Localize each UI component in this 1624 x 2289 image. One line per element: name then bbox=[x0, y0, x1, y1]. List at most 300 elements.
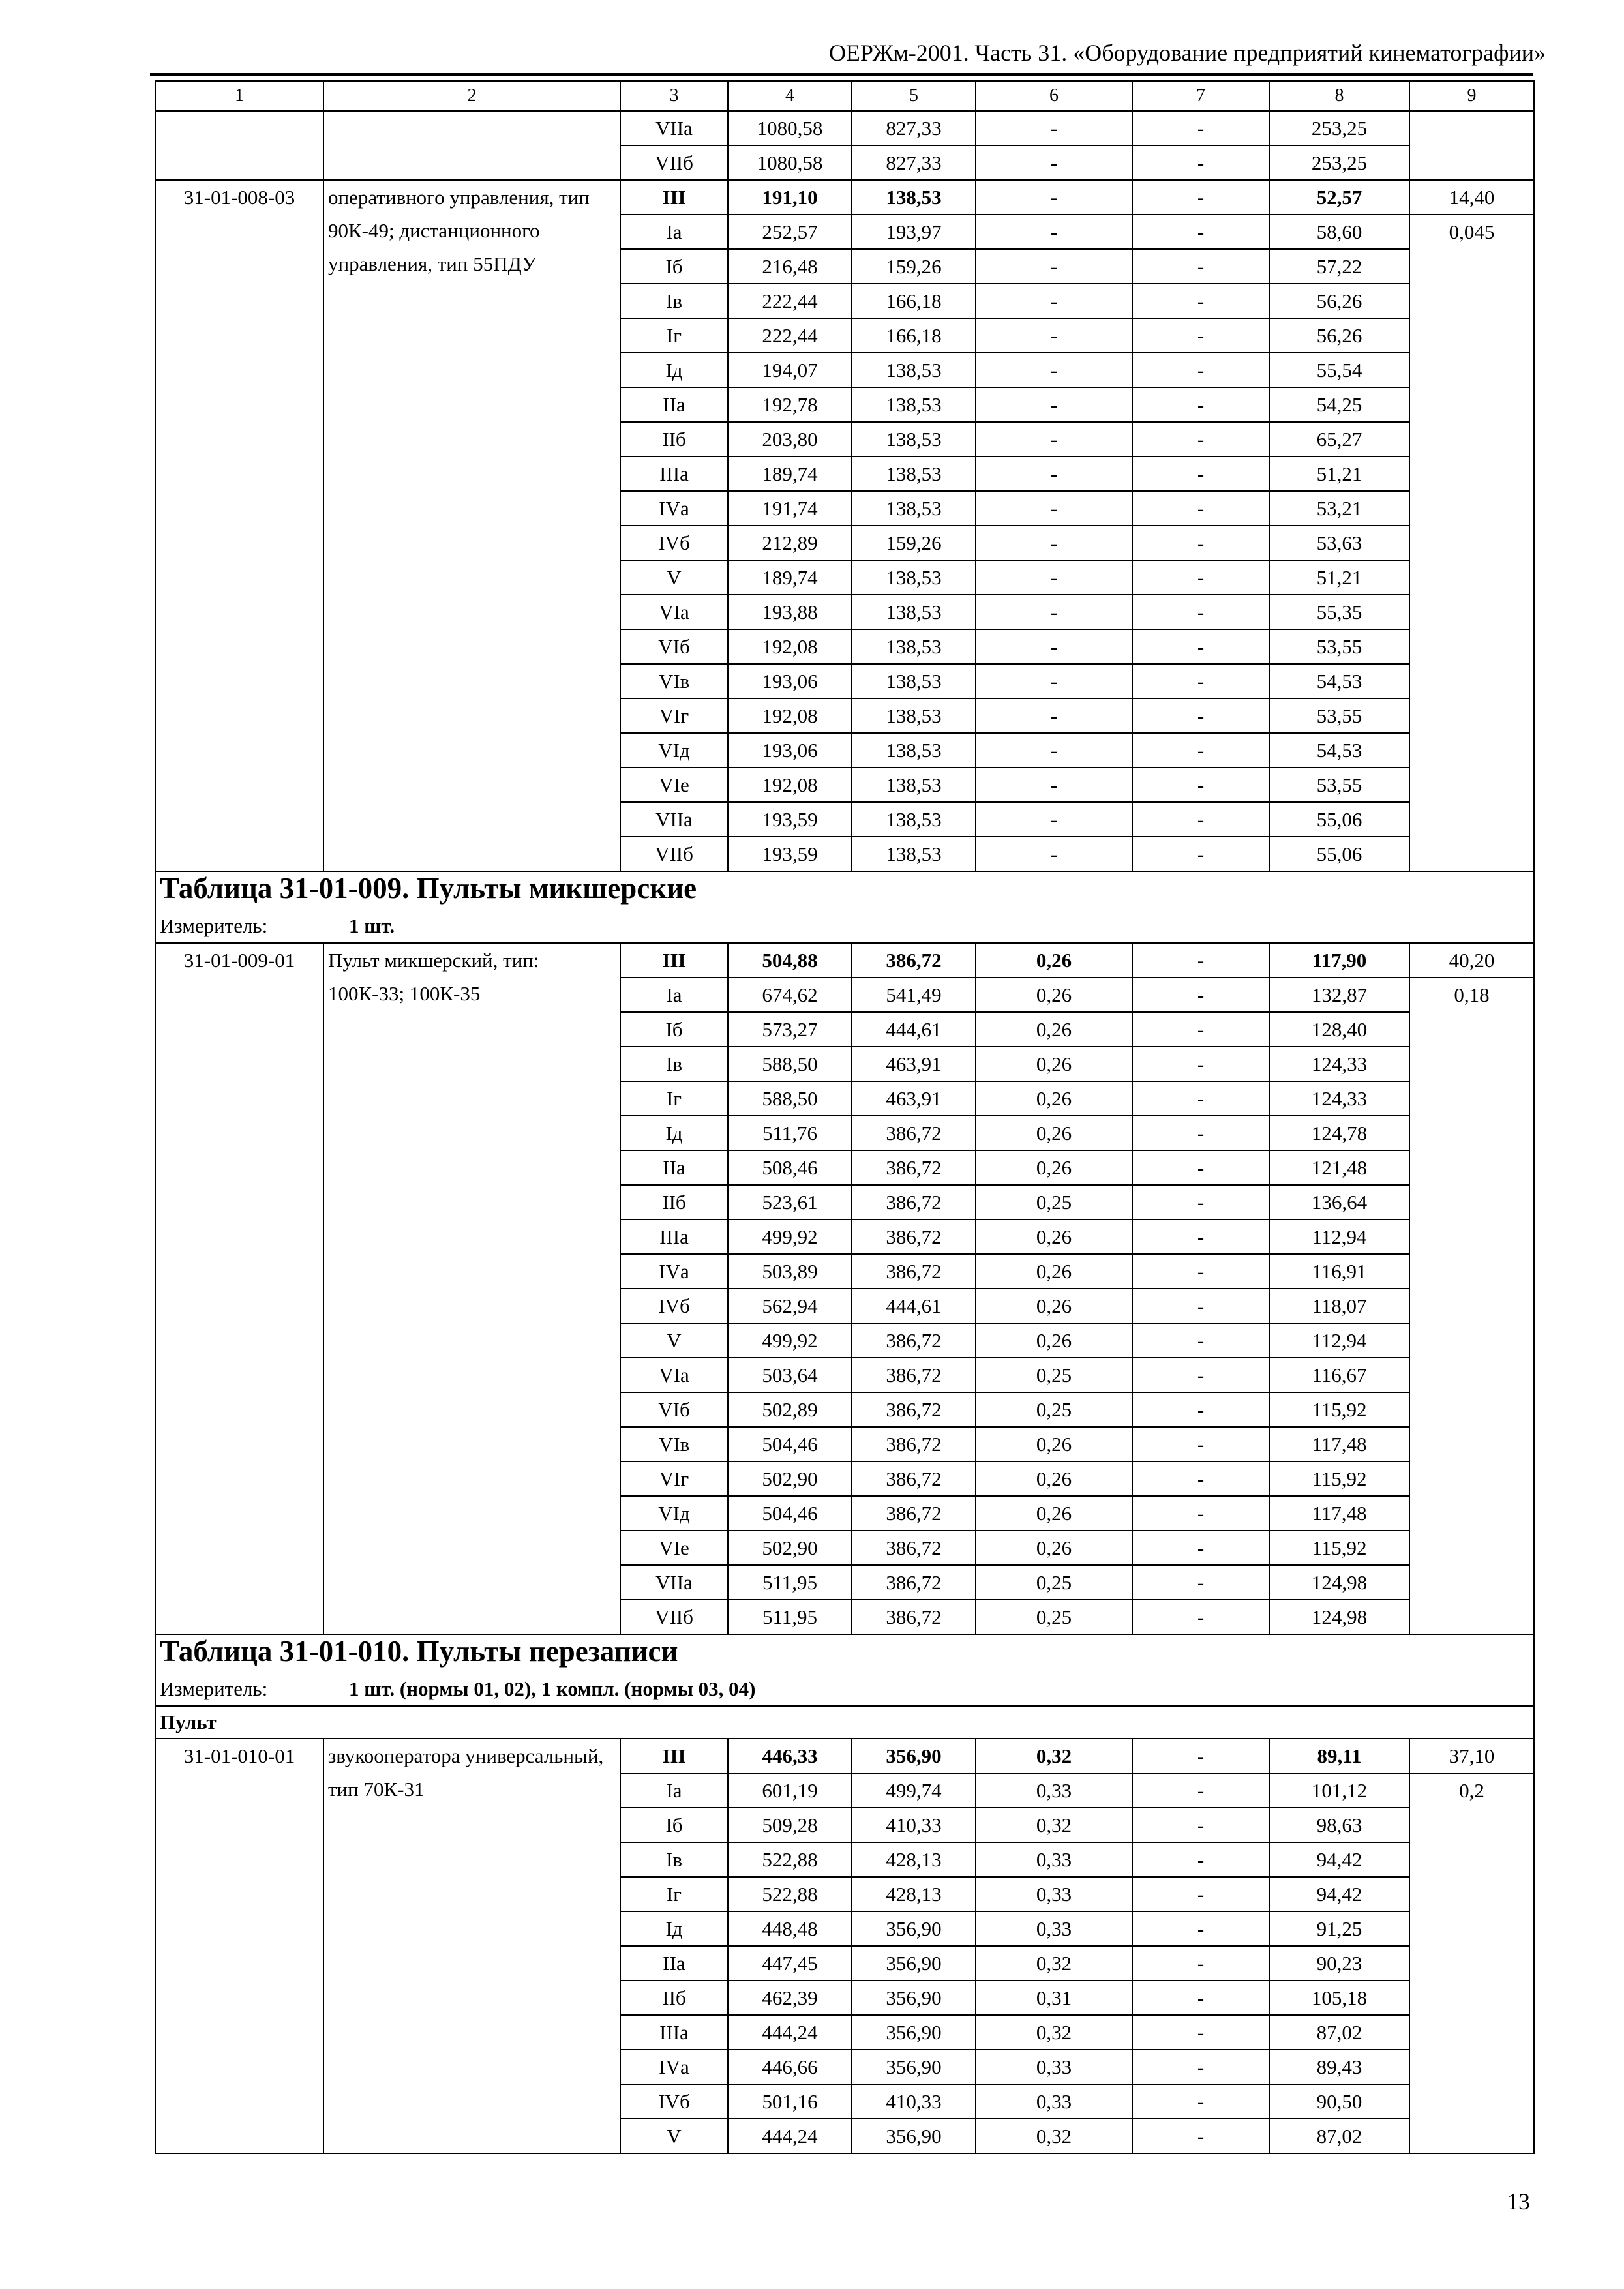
cell: VIа bbox=[620, 1358, 728, 1392]
page-number: 13 bbox=[1507, 2189, 1530, 2215]
table-body bbox=[155, 81, 1534, 2153]
cell: 57,22 bbox=[1269, 249, 1409, 284]
cell: Iа bbox=[620, 978, 728, 1012]
col9-value: 14,40 bbox=[1409, 180, 1534, 215]
cell: 56,26 bbox=[1269, 284, 1409, 318]
cell: 588,50 bbox=[728, 1047, 852, 1081]
header-rule bbox=[150, 73, 1533, 76]
cell: 0,26 bbox=[976, 1254, 1132, 1289]
cell: - bbox=[1132, 2084, 1269, 2119]
cell: - bbox=[1132, 1911, 1269, 1946]
cell: - bbox=[1132, 664, 1269, 698]
cell: 0,25 bbox=[976, 1392, 1132, 1427]
cell: 193,97 bbox=[852, 215, 976, 249]
cell: 386,72 bbox=[852, 1565, 976, 1600]
cell: 386,72 bbox=[852, 1461, 976, 1496]
cell: 601,19 bbox=[728, 1773, 852, 1808]
cell: Iб bbox=[620, 1808, 728, 1842]
cell: IVа bbox=[620, 491, 728, 526]
cell: - bbox=[1132, 802, 1269, 837]
cell: VIIа bbox=[620, 1565, 728, 1600]
cell: 132,87 bbox=[1269, 978, 1409, 1012]
cell: 193,59 bbox=[728, 802, 852, 837]
cell: 54,25 bbox=[1269, 387, 1409, 422]
cell: 89,43 bbox=[1269, 2050, 1409, 2084]
cell: VIIа bbox=[620, 111, 728, 145]
cell: 124,98 bbox=[1269, 1565, 1409, 1600]
cell: 138,53 bbox=[852, 629, 976, 664]
cell: 138,53 bbox=[852, 768, 976, 802]
cell: - bbox=[976, 215, 1132, 249]
cell: - bbox=[976, 595, 1132, 629]
cell: Iв bbox=[620, 1047, 728, 1081]
unit-cell bbox=[155, 1672, 1534, 1706]
cell: 827,33 bbox=[852, 145, 976, 180]
cell: 444,24 bbox=[728, 2015, 852, 2050]
cell: 65,27 bbox=[1269, 422, 1409, 456]
cell: IIа bbox=[620, 1150, 728, 1185]
cell: - bbox=[1132, 215, 1269, 249]
cell: 444,24 bbox=[728, 2119, 852, 2153]
cell: VIIб bbox=[620, 837, 728, 871]
cell: - bbox=[976, 768, 1132, 802]
cell: 523,61 bbox=[728, 1185, 852, 1219]
norm-code bbox=[155, 111, 323, 180]
cell: 504,46 bbox=[728, 1427, 852, 1461]
cell: 138,53 bbox=[852, 837, 976, 871]
cell: 0,26 bbox=[976, 978, 1132, 1012]
cell: 124,33 bbox=[1269, 1047, 1409, 1081]
cell: - bbox=[1132, 1323, 1269, 1358]
cell: - bbox=[976, 629, 1132, 664]
cell: 112,94 bbox=[1269, 1219, 1409, 1254]
norm-description: Пульт микшерский, тип: 100К-33; 100К-35 bbox=[323, 943, 620, 1634]
cell: 386,72 bbox=[852, 1496, 976, 1531]
cell: 448,48 bbox=[728, 1911, 852, 1946]
cell: Iд bbox=[620, 353, 728, 387]
cell: - bbox=[1132, 387, 1269, 422]
cell: 53,55 bbox=[1269, 629, 1409, 664]
unit-row bbox=[155, 909, 1534, 943]
cell: IIа bbox=[620, 387, 728, 422]
cell: 53,63 bbox=[1269, 526, 1409, 560]
cell: 138,53 bbox=[852, 180, 976, 215]
cell: 562,94 bbox=[728, 1289, 852, 1323]
cell: 138,53 bbox=[852, 456, 976, 491]
cell: 503,89 bbox=[728, 1254, 852, 1289]
cell: 94,42 bbox=[1269, 1877, 1409, 1911]
cell: 212,89 bbox=[728, 526, 852, 560]
cell: 386,72 bbox=[852, 943, 976, 978]
cell: 386,72 bbox=[852, 1150, 976, 1185]
rates-table bbox=[155, 80, 1535, 2154]
cell: - bbox=[1132, 943, 1269, 978]
cell: 504,88 bbox=[728, 943, 852, 978]
cell: 511,95 bbox=[728, 1600, 852, 1634]
cell: 356,90 bbox=[852, 1946, 976, 1981]
cell: 192,78 bbox=[728, 387, 852, 422]
cell: V bbox=[620, 560, 728, 595]
cell: 94,42 bbox=[1269, 1842, 1409, 1877]
cell: 55,35 bbox=[1269, 595, 1409, 629]
cell: 0,26 bbox=[976, 1531, 1132, 1565]
cell: V bbox=[620, 2119, 728, 2153]
norm-code: 31-01-009-01 bbox=[155, 943, 323, 1634]
unit-cell bbox=[155, 909, 1534, 943]
cell: - bbox=[1132, 422, 1269, 456]
table-row bbox=[155, 111, 1534, 145]
cell: - bbox=[1132, 1219, 1269, 1254]
column-number-row bbox=[155, 81, 1534, 111]
cell: - bbox=[976, 111, 1132, 145]
cell: Iг bbox=[620, 1877, 728, 1911]
cell: Iа bbox=[620, 1773, 728, 1808]
col9-value: 37,10 bbox=[1409, 1739, 1534, 1773]
cell: 0,26 bbox=[976, 1012, 1132, 1047]
cell: - bbox=[1132, 733, 1269, 768]
cell: 386,72 bbox=[852, 1185, 976, 1219]
cell: - bbox=[1132, 1012, 1269, 1047]
cell: IVб bbox=[620, 526, 728, 560]
cell: 0,32 bbox=[976, 1808, 1132, 1842]
cell: 386,72 bbox=[852, 1219, 976, 1254]
cell: 159,26 bbox=[852, 526, 976, 560]
cell: Iв bbox=[620, 1842, 728, 1877]
cell: 499,74 bbox=[852, 1773, 976, 1808]
cell: 58,60 bbox=[1269, 215, 1409, 249]
cell: 444,61 bbox=[852, 1012, 976, 1047]
cell: - bbox=[1132, 491, 1269, 526]
cell: - bbox=[976, 733, 1132, 768]
cell: 51,21 bbox=[1269, 560, 1409, 595]
cell: 192,08 bbox=[728, 698, 852, 733]
cell: 128,40 bbox=[1269, 1012, 1409, 1047]
cell: 504,46 bbox=[728, 1496, 852, 1531]
cell: 0,25 bbox=[976, 1565, 1132, 1600]
table-row bbox=[155, 943, 1534, 978]
cell: 192,08 bbox=[728, 629, 852, 664]
cell: - bbox=[1132, 1081, 1269, 1116]
cell: 462,39 bbox=[728, 1981, 852, 2015]
norm-description: оперативного управления, тип 90К-49; дистанционного управления, тип 55ПДУ bbox=[323, 180, 620, 871]
cell: - bbox=[1132, 1565, 1269, 1600]
cell: - bbox=[976, 698, 1132, 733]
cell: 252,57 bbox=[728, 215, 852, 249]
cell: 216,48 bbox=[728, 249, 852, 284]
cell: 191,74 bbox=[728, 491, 852, 526]
column-number: 3 bbox=[620, 81, 728, 111]
cell: 55,06 bbox=[1269, 802, 1409, 837]
cell: IIб bbox=[620, 1981, 728, 2015]
cell: 410,33 bbox=[852, 1808, 976, 1842]
cell: 0,25 bbox=[976, 1358, 1132, 1392]
cell: IVб bbox=[620, 1289, 728, 1323]
cell: - bbox=[1132, 1600, 1269, 1634]
cell: 193,88 bbox=[728, 595, 852, 629]
unit-row bbox=[155, 1672, 1534, 1706]
norm-code: 31-01-010-01 bbox=[155, 1739, 323, 2153]
cell: - bbox=[976, 422, 1132, 456]
cell: 1080,58 bbox=[728, 145, 852, 180]
cell: - bbox=[976, 387, 1132, 422]
column-number: 2 bbox=[323, 81, 620, 111]
cell: 193,06 bbox=[728, 733, 852, 768]
cell: 89,11 bbox=[1269, 1739, 1409, 1773]
cell: 124,98 bbox=[1269, 1600, 1409, 1634]
cell: 116,91 bbox=[1269, 1254, 1409, 1289]
cell: 112,94 bbox=[1269, 1323, 1409, 1358]
unit-label: Измеритель: bbox=[160, 1677, 268, 1700]
cell: 511,76 bbox=[728, 1116, 852, 1150]
cell: 138,53 bbox=[852, 353, 976, 387]
col9-value: 40,20 bbox=[1409, 943, 1534, 978]
cell: - bbox=[976, 560, 1132, 595]
cell: Iв bbox=[620, 284, 728, 318]
cell: VIб bbox=[620, 1392, 728, 1427]
cell: - bbox=[1132, 145, 1269, 180]
cell: 0,26 bbox=[976, 1427, 1132, 1461]
cell: - bbox=[1132, 249, 1269, 284]
cell: 138,53 bbox=[852, 802, 976, 837]
cell: 166,18 bbox=[852, 284, 976, 318]
cell: 0,26 bbox=[976, 1150, 1132, 1185]
cell: 253,25 bbox=[1269, 145, 1409, 180]
cell: 356,90 bbox=[852, 2015, 976, 2050]
cell: 501,16 bbox=[728, 2084, 852, 2119]
cell: - bbox=[1132, 111, 1269, 145]
cell: 138,53 bbox=[852, 491, 976, 526]
cell: 0,26 bbox=[976, 1461, 1132, 1496]
cell: 222,44 bbox=[728, 318, 852, 353]
cell: 522,88 bbox=[728, 1842, 852, 1877]
cell: 356,90 bbox=[852, 1911, 976, 1946]
cell: VIг bbox=[620, 1461, 728, 1496]
cell: 117,48 bbox=[1269, 1496, 1409, 1531]
cell: 386,72 bbox=[852, 1358, 976, 1392]
cell: - bbox=[1132, 318, 1269, 353]
cell: - bbox=[1132, 1773, 1269, 1808]
cell: 508,46 bbox=[728, 1150, 852, 1185]
cell: - bbox=[976, 664, 1132, 698]
cell: 56,26 bbox=[1269, 318, 1409, 353]
cell: 189,74 bbox=[728, 456, 852, 491]
column-number: 5 bbox=[852, 81, 976, 111]
cell: 0,26 bbox=[976, 943, 1132, 978]
cell: - bbox=[976, 180, 1132, 215]
cell: 0,33 bbox=[976, 1773, 1132, 1808]
cell: IVа bbox=[620, 2050, 728, 2084]
cell: III bbox=[620, 1739, 728, 1773]
norm-description bbox=[323, 111, 620, 180]
norm-code: 31-01-008-03 bbox=[155, 180, 323, 871]
cell: 0,33 bbox=[976, 1877, 1132, 1911]
cell: 138,53 bbox=[852, 698, 976, 733]
unit-value: 1 шт. (нормы 01, 02), 1 компл. (нормы 03, 04) bbox=[349, 1677, 756, 1700]
cell: 191,10 bbox=[728, 180, 852, 215]
cell: 55,06 bbox=[1269, 837, 1409, 871]
cell: 91,25 bbox=[1269, 1911, 1409, 1946]
cell: 447,45 bbox=[728, 1946, 852, 1981]
cell: IIб bbox=[620, 1185, 728, 1219]
cell: 827,33 bbox=[852, 111, 976, 145]
cell: - bbox=[976, 284, 1132, 318]
cell: - bbox=[1132, 1461, 1269, 1496]
cell: 541,49 bbox=[852, 978, 976, 1012]
cell: IIIа bbox=[620, 456, 728, 491]
cell: 138,53 bbox=[852, 733, 976, 768]
cell: - bbox=[1132, 1739, 1269, 1773]
cell: - bbox=[1132, 837, 1269, 871]
cell: 588,50 bbox=[728, 1081, 852, 1116]
cell: Iа bbox=[620, 215, 728, 249]
cell: 51,21 bbox=[1269, 456, 1409, 491]
cell: - bbox=[1132, 1047, 1269, 1081]
cell: VIд bbox=[620, 733, 728, 768]
cell: - bbox=[976, 837, 1132, 871]
cell: 0,26 bbox=[976, 1496, 1132, 1531]
cell: - bbox=[976, 802, 1132, 837]
cell: 192,08 bbox=[728, 768, 852, 802]
cell: 511,95 bbox=[728, 1565, 852, 1600]
cell: - bbox=[1132, 978, 1269, 1012]
cell: - bbox=[976, 145, 1132, 180]
cell: - bbox=[1132, 456, 1269, 491]
cell: III bbox=[620, 943, 728, 978]
cell: 138,53 bbox=[852, 387, 976, 422]
cell: 0,26 bbox=[976, 1289, 1132, 1323]
cell: 356,90 bbox=[852, 1981, 976, 2015]
cell: 386,72 bbox=[852, 1116, 976, 1150]
table-row bbox=[155, 180, 1534, 215]
cell: V bbox=[620, 1323, 728, 1358]
cell: Iг bbox=[620, 318, 728, 353]
cell: 502,90 bbox=[728, 1461, 852, 1496]
cell: 444,61 bbox=[852, 1289, 976, 1323]
cell: 502,89 bbox=[728, 1392, 852, 1427]
cell: 124,78 bbox=[1269, 1116, 1409, 1150]
cell: - bbox=[1132, 1946, 1269, 1981]
column-number: 1 bbox=[155, 81, 323, 111]
cell: 386,72 bbox=[852, 1392, 976, 1427]
cell: 115,92 bbox=[1269, 1392, 1409, 1427]
cell: 0,33 bbox=[976, 2084, 1132, 2119]
cell: VIе bbox=[620, 768, 728, 802]
cell: III bbox=[620, 180, 728, 215]
cell: IIб bbox=[620, 422, 728, 456]
cell: 0,33 bbox=[976, 1911, 1132, 1946]
cell: 138,53 bbox=[852, 560, 976, 595]
cell: 203,80 bbox=[728, 422, 852, 456]
cell: VIв bbox=[620, 664, 728, 698]
cell: 53,21 bbox=[1269, 491, 1409, 526]
cell: - bbox=[1132, 560, 1269, 595]
cell: 115,92 bbox=[1269, 1461, 1409, 1496]
cell: - bbox=[1132, 1289, 1269, 1323]
cell: 386,72 bbox=[852, 1254, 976, 1289]
cell: 0,32 bbox=[976, 2015, 1132, 2050]
cell: - bbox=[1132, 353, 1269, 387]
cell: 0,26 bbox=[976, 1116, 1132, 1150]
cell: VIIб bbox=[620, 1600, 728, 1634]
cell: 463,91 bbox=[852, 1081, 976, 1116]
cell: - bbox=[1132, 2015, 1269, 2050]
col9-empty bbox=[1409, 111, 1534, 180]
cell: 116,67 bbox=[1269, 1358, 1409, 1392]
cell: 356,90 bbox=[852, 2119, 976, 2153]
norm-description: звукооператора универсальный, тип 70К-31 bbox=[323, 1739, 620, 2153]
cell: 189,74 bbox=[728, 560, 852, 595]
cell: 193,59 bbox=[728, 837, 852, 871]
cell: - bbox=[1132, 1185, 1269, 1219]
cell: 446,33 bbox=[728, 1739, 852, 1773]
cell: IVа bbox=[620, 1254, 728, 1289]
subheading-row bbox=[155, 1706, 1534, 1739]
cell: - bbox=[1132, 1150, 1269, 1185]
cell: - bbox=[1132, 629, 1269, 664]
cell: 573,27 bbox=[728, 1012, 852, 1047]
cell: 499,92 bbox=[728, 1219, 852, 1254]
cell: VIIа bbox=[620, 802, 728, 837]
unit-value: 1 шт. bbox=[349, 914, 395, 937]
cell: 115,92 bbox=[1269, 1531, 1409, 1565]
cell: - bbox=[1132, 526, 1269, 560]
column-number: 8 bbox=[1269, 81, 1409, 111]
cell: VIг bbox=[620, 698, 728, 733]
cell: - bbox=[1132, 1877, 1269, 1911]
cell: - bbox=[1132, 1427, 1269, 1461]
cell: - bbox=[1132, 2119, 1269, 2153]
section-title: Таблица 31-01-009. Пульты микшерские bbox=[155, 871, 1534, 909]
section-title: Таблица 31-01-010. Пульты перезаписи bbox=[155, 1634, 1534, 1672]
cell: - bbox=[1132, 284, 1269, 318]
cell: 117,90 bbox=[1269, 943, 1409, 978]
cell: VIб bbox=[620, 629, 728, 664]
cell: 55,54 bbox=[1269, 353, 1409, 387]
cell: 138,53 bbox=[852, 422, 976, 456]
unit-label: Измеритель: bbox=[160, 914, 268, 937]
cell: - bbox=[1132, 768, 1269, 802]
cell: 463,91 bbox=[852, 1047, 976, 1081]
cell: 386,72 bbox=[852, 1600, 976, 1634]
cell: Iг bbox=[620, 1081, 728, 1116]
cell: VIв bbox=[620, 1427, 728, 1461]
cell: IIа bbox=[620, 1946, 728, 1981]
column-number: 7 bbox=[1132, 81, 1269, 111]
cell: 509,28 bbox=[728, 1808, 852, 1842]
cell: 503,64 bbox=[728, 1358, 852, 1392]
cell: 0,32 bbox=[976, 1739, 1132, 1773]
cell: - bbox=[976, 456, 1132, 491]
cell: 53,55 bbox=[1269, 768, 1409, 802]
column-number: 4 bbox=[728, 81, 852, 111]
cell: - bbox=[1132, 180, 1269, 215]
cell: 502,90 bbox=[728, 1531, 852, 1565]
cell: 98,63 bbox=[1269, 1808, 1409, 1842]
cell: - bbox=[1132, 698, 1269, 733]
cell: 0,26 bbox=[976, 1219, 1132, 1254]
cell: 0,31 bbox=[976, 1981, 1132, 2015]
cell: 87,02 bbox=[1269, 2015, 1409, 2050]
cell: 159,26 bbox=[852, 249, 976, 284]
cell: 0,26 bbox=[976, 1081, 1132, 1116]
col9-value: 0,2 bbox=[1409, 1773, 1534, 2153]
col9-value: 0,045 bbox=[1409, 215, 1534, 871]
cell: 222,44 bbox=[728, 284, 852, 318]
cell: 0,25 bbox=[976, 1600, 1132, 1634]
cell: 0,26 bbox=[976, 1323, 1132, 1358]
cell: - bbox=[976, 249, 1132, 284]
cell: VIе bbox=[620, 1531, 728, 1565]
